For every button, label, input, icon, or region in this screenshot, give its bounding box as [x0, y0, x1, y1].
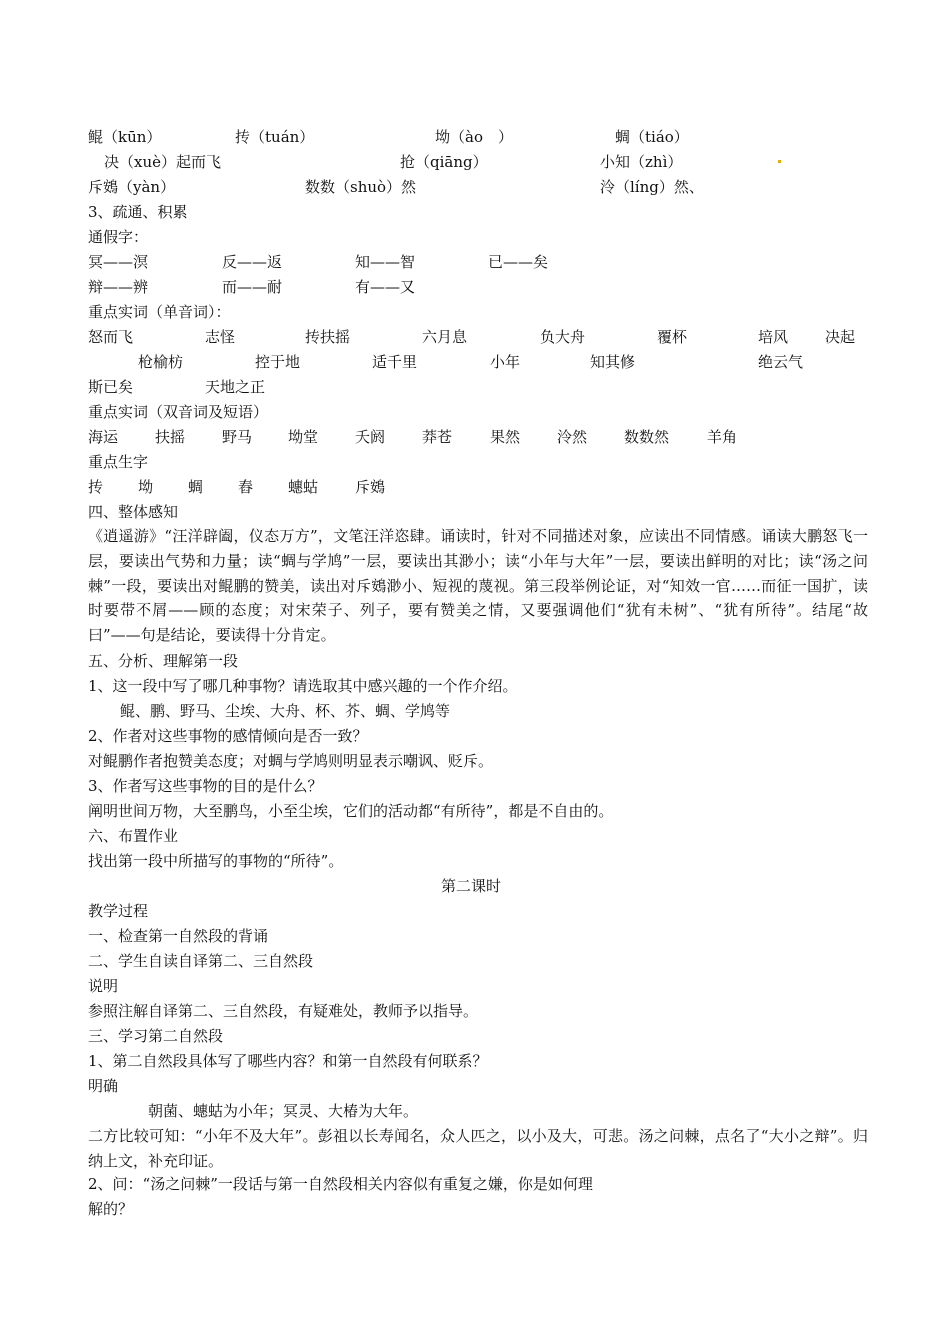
- shici-single-item: 抟扶摇: [305, 328, 351, 346]
- shici-single-item: 枪榆枋: [138, 353, 184, 371]
- pinyin-xue: 决（xuè）起而飞: [104, 153, 221, 171]
- shici-single-item: 小年: [490, 353, 521, 371]
- answer-3: 阐明世间万物，大至鹏鸟，小至尘埃，它们的活动都“有所待”，都是不自由的。: [88, 802, 614, 820]
- shici-double-item: 羊角: [707, 428, 738, 446]
- tongjia-item: 而——耐: [222, 278, 283, 296]
- question-2: 2、作者对这些事物的感情倾向是否一致？: [88, 727, 368, 745]
- shici-double-item: 数数然: [624, 428, 670, 446]
- step-3: 三、学习第二自然段: [88, 1027, 224, 1045]
- step-3-answer-1: 朝菌、蟪蛄为小年；冥灵、大椿为大年。: [148, 1102, 419, 1120]
- pinyin-tiao: 蜩（tiáo）: [615, 128, 689, 146]
- shici-double-item: 野马: [222, 428, 253, 446]
- tongjia-item: 冥——溟: [88, 253, 149, 271]
- pinyin-ling: 泠（líng）然、: [600, 178, 704, 196]
- shuoming-label: 说明: [88, 977, 119, 995]
- step-1: 一、检查第一自然段的背诵: [88, 927, 269, 945]
- shici-single-item: 培风: [758, 328, 789, 346]
- step-3-question-2: 2、问：“汤之问棘”一段话与第一自然段相关内容似有重复之嫌，你是如何理: [88, 1175, 593, 1193]
- pinyin-tuan: 抟（tuán）: [235, 128, 315, 146]
- shici-double-item: 果然: [490, 428, 521, 446]
- pinyin-kun: 鲲（kūn）: [88, 128, 162, 146]
- shici-double-item: 坳堂: [288, 428, 319, 446]
- shici-single-item: 绝云气: [758, 353, 804, 371]
- step-3-answer-paragraph: 二方比较可知：“小年不及大年”。彭祖以长寿闻名，众人匹之，以小及大，可悲。汤之问棘，点名了“大小之辩”。归纳上文，补充印证。: [88, 1127, 868, 1170]
- shuoming-text: 参照注解自译第二、三自然段，有疑难处，教师予以指导。: [88, 1002, 479, 1020]
- shici-single-item: 决起: [825, 328, 856, 346]
- shici-double-label: 重点实词（双音词及短语）: [88, 403, 269, 421]
- tongjia-item: 辩——辨: [88, 278, 149, 296]
- shici-double-item: 海运: [88, 428, 119, 446]
- stray-mark: [778, 160, 781, 163]
- step-3-question-1: 1、第二自然段具体写了哪些内容？和第一自然段有何联系？: [88, 1052, 488, 1070]
- shici-single-item: 怒而飞: [88, 328, 134, 346]
- answer-2: 对鲲鹏作者抱赞美态度；对蜩与学鸠则明显表示嘲讽、贬斥。: [88, 752, 494, 770]
- shengzi-item: 蜩: [188, 478, 204, 496]
- shengzi-item: 抟: [88, 478, 104, 496]
- shici-single-item: 负大舟: [540, 328, 586, 346]
- section-heading-6: 六、布置作业: [88, 827, 179, 845]
- shengzi-item: 蟪蛄: [288, 478, 319, 496]
- shici-double-item: 扶摇: [155, 428, 186, 446]
- question-3: 3、作者写这些事物的目的是什么？: [88, 777, 323, 795]
- shengzi-item: 斥鴳: [355, 478, 386, 496]
- shici-double-item: 泠然: [557, 428, 588, 446]
- process-label: 教学过程: [88, 902, 149, 920]
- pinyin-qiang: 抢（qiāng）: [400, 153, 488, 171]
- homework: 找出第一段中所描写的事物的“所待”。: [88, 852, 344, 870]
- tongjia-item: 有——又: [355, 278, 416, 296]
- section-heading-3: 3、疏通、积累: [88, 203, 188, 221]
- shici-single-item: 覆杯: [657, 328, 688, 346]
- shici-single-item: 天地之正: [205, 378, 266, 396]
- answer-1: 鲲、鹏、野马、尘埃、大舟、杯、芥、蜩、学鸠等: [120, 702, 451, 720]
- shici-single-item: 斯已矣: [88, 378, 134, 396]
- tongjia-item: 知——智: [355, 253, 416, 271]
- shengzi-item: 坳: [138, 478, 154, 496]
- shici-single-item: 知其修: [590, 353, 636, 371]
- section-heading-5: 五、分析、理解第一段: [88, 652, 239, 670]
- lesson2-title: 第二课时: [441, 877, 502, 895]
- shici-single-item: 志怪: [205, 328, 236, 346]
- tongjia-item: 已——矣: [488, 253, 549, 271]
- shici-single-item: 六月息: [422, 328, 468, 346]
- tongjia-item: 反——返: [222, 253, 283, 271]
- question-1: 1、这一段中写了哪几种事物？请选取其中感兴趣的一个作介绍。: [88, 677, 518, 695]
- step-2: 二、学生自读自译第二、三自然段: [88, 952, 314, 970]
- shici-single-item: 控于地: [255, 353, 301, 371]
- mingque-label: 明确: [88, 1077, 119, 1095]
- pinyin-yan: 斥鴳（yàn）: [88, 178, 176, 196]
- pinyin-zhi: 小知（zhì）: [600, 153, 683, 171]
- shici-double-item: 夭阏: [355, 428, 386, 446]
- shengzi-label: 重点生字: [88, 453, 149, 471]
- tongjia-label: 通假字：: [88, 228, 149, 246]
- overall-perception-paragraph: 《逍遥游》“汪洋辟阖，仪态万方”，文笔汪洋恣肆。诵读时，针对不同描述对象，应读出不同情感。诵读大鹏怒飞一层，要读出气势和力量；读“蜩与学鸠”一层，要读出其渺小；读“小年与大年”一层，要读出鲜明的对比；读“汤之问棘”一段，要读出对鲲鹏的赞美，读出对斥鴳渺小、短视的蔑视。第三段举例论证，对“知效一官……而征一国扩，读时要带不屑——顾的态度；对宋荣子、列子，要有赞美之情，又要强调他们“犹有未树”、“犹有所待”。结尾“故曰”——句是结论，要读得十分肯定。: [88, 527, 868, 645]
- shici-double-item: 莽苍: [422, 428, 453, 446]
- shici-single-label: 重点实词（单音词）：: [88, 303, 231, 321]
- pinyin-ao: 坳（ào ）: [435, 128, 513, 146]
- section-heading-4: 四、整体感知: [88, 503, 179, 521]
- pinyin-shuo: 数数（shuò）然: [305, 178, 417, 196]
- shengzi-item: 舂: [238, 478, 254, 496]
- step-3-question-2-cont: 解的？: [88, 1200, 134, 1218]
- shici-single-item: 适千里: [372, 353, 418, 371]
